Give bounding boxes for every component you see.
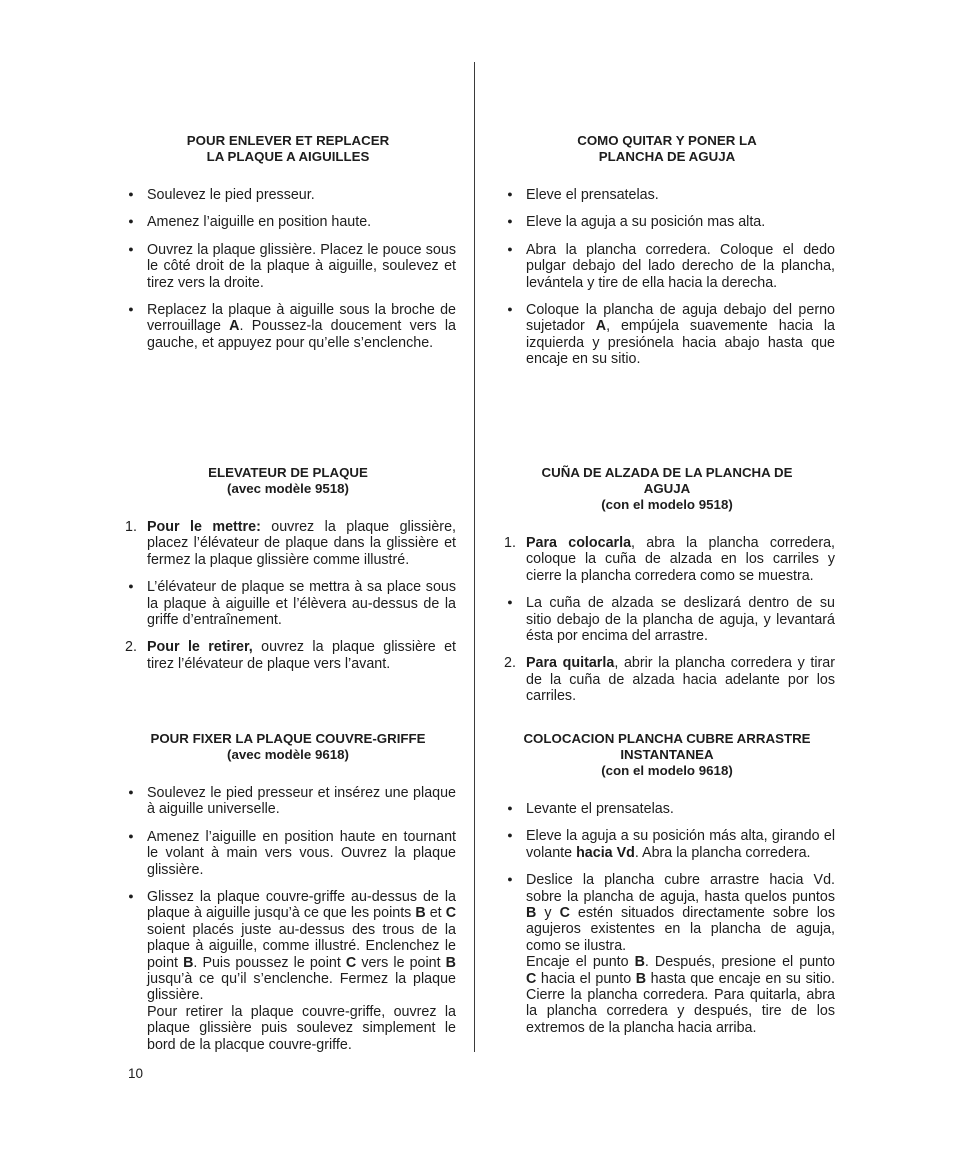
section-heading xyxy=(120,465,456,497)
heading-line: ELEVATEUR DE PLAQUE xyxy=(208,465,368,480)
item-text: Amenez l’aiguille en position haute en tournant le volant à main vers vous. Ouvrez la plaque glissière. xyxy=(147,828,456,878)
bullet-item xyxy=(120,302,456,351)
heading-line: (avec modèle 9618) xyxy=(227,747,349,762)
item-text: Abra la plancha corredera. Coloque el dedo pulgar debajo del lado derecho de la plancha, levántela y tire de ella hacia la derecha. xyxy=(526,241,835,291)
heading-line: LA PLAQUE A AIGUILLES xyxy=(206,149,370,164)
bold-text: Para colocarla xyxy=(526,535,632,551)
bold-text: C xyxy=(526,970,537,987)
bullet-item xyxy=(499,187,835,203)
text-run: . Poussez-la doucement vers la gauche, et appuyez pour qu’elle s’enclenche. xyxy=(147,318,456,351)
text-run: Encaje el punto xyxy=(526,954,635,971)
section-cuna-alzada xyxy=(499,465,835,716)
bold-text: B xyxy=(526,905,537,922)
item-text xyxy=(147,519,456,568)
bullet-item xyxy=(499,828,835,861)
bullet-marker xyxy=(499,187,521,204)
bullet-item xyxy=(120,187,456,203)
text-run: jusqu’à ce qu’il s’enclenche. Fermez la plaque glissière. xyxy=(147,971,456,1004)
text-run: hacia el punto xyxy=(536,970,636,987)
text-run: et xyxy=(425,905,446,922)
heading-line: CUÑA DE ALZADA DE LA PLANCHA DE xyxy=(541,465,793,480)
bold-text: C xyxy=(559,905,570,922)
bullet-marker xyxy=(499,242,521,259)
bullet-marker xyxy=(499,828,521,845)
section-plaque-aiguilles xyxy=(120,133,456,362)
heading-line: INSTANTANEA xyxy=(620,747,714,762)
heading-line: COLOCACION PLANCHA CUBRE ARRASTRE xyxy=(523,731,811,746)
item-text xyxy=(147,889,456,1053)
text-run: Replacez la plaque à aiguille sous la broche de verrouillage xyxy=(147,302,456,335)
heading-line: AGUJA xyxy=(643,481,691,496)
section-plaque-couvre-griffe xyxy=(120,731,456,1064)
numbered-item xyxy=(499,655,835,704)
section-plancha-cubre-arrastre xyxy=(499,731,835,1047)
bold-text: Para quitarla xyxy=(526,655,615,672)
text-run: y xyxy=(536,905,560,922)
item-text xyxy=(526,535,835,584)
item-text xyxy=(147,302,456,351)
text-run: Glissez la plaque couvre-griffe au-dessus de la plaque à aiguille jusqu’à ce que les points xyxy=(147,889,456,922)
section-elevateur-plaque xyxy=(120,465,456,683)
item-text xyxy=(526,872,835,1036)
text-run: ouvrez la plaque glissière, placez l’élévateur de plaque dans la glissière et fermez la plaque glissière comme illustré. xyxy=(147,519,456,568)
heading-line: COMO QUITAR Y PONER LA xyxy=(577,133,757,148)
right-column xyxy=(499,0,835,1166)
bold-text: B xyxy=(445,954,456,971)
item-text xyxy=(526,302,835,368)
text-run: Deslice la plancha cubre arrastre hacia Vd. sobre la plancha de aguja, hasta quelos puntos xyxy=(526,872,835,905)
text-run: . Puis poussez le point xyxy=(193,954,346,971)
text-run: Coloque la plancha de aguja debajo del perno sujetador xyxy=(526,302,835,335)
bold-text: A xyxy=(229,318,240,335)
section-heading xyxy=(499,731,835,779)
text-run: , abrir la plancha corredera y tirar de la cuña de alzada hacia adelante por los carriles. xyxy=(526,655,835,705)
item-number: 1. xyxy=(125,519,137,535)
heading-line: POUR ENLEVER ET REPLACER xyxy=(186,133,390,148)
bullet-marker xyxy=(120,302,142,319)
bullet-marker xyxy=(499,214,521,231)
text-run: soient placés juste au-dessus des trous de la plaque à aiguille, comme illustré. Enclenchez le point xyxy=(147,921,456,971)
item-text xyxy=(526,828,835,861)
bullet-marker xyxy=(120,214,142,231)
bold-text: hacia Vd xyxy=(576,844,635,861)
item-text: Soulevez le pied presseur et insérez une plaque à aiguille universelle. xyxy=(147,785,456,818)
item-number: 1. xyxy=(504,535,516,551)
item-number: 2. xyxy=(125,639,137,656)
item-number: 2. xyxy=(504,655,516,672)
item-text: La cuña de alzada se deslizará dentro de su sitio debajo de la plancha de aguja, y levantará ésta por encima del arrastre. xyxy=(526,595,835,645)
column-divider xyxy=(474,62,475,1052)
bullet-marker xyxy=(120,187,142,204)
left-column xyxy=(120,0,456,1166)
item-text: Levante el prensatelas. xyxy=(526,801,674,817)
text-run: , empújela suavemente hacia la izquierda y presiónela hacia abajo hasta que encaje en su sitio. xyxy=(526,318,835,368)
text-run: . Abra la plancha corredera. xyxy=(634,844,811,861)
bullet-marker xyxy=(120,785,142,802)
bullet-marker xyxy=(499,872,521,889)
bullet-marker xyxy=(499,302,521,319)
section-heading xyxy=(120,731,456,763)
item-text: L’élévateur de plaque se mettra à sa place sous la plaque à aiguille et l’élèvera au-dessus de la griffe d’entraînement. xyxy=(147,579,456,629)
bold-text: B xyxy=(634,954,645,971)
item-text: Ouvrez la plaque glissière. Placez le pouce sous le côté droit de la plaque à aiguille, soulevez et tirez vers la droite. xyxy=(147,241,456,291)
bold-text: Pour le mettre: xyxy=(147,519,261,535)
item-text: Soulevez le pied presseur. xyxy=(147,187,315,203)
text-run: hasta que encaje en su sitio. Cierre la plancha corredera. Para quitarla, abra la plancha corredera y después, tire de los extremos de la plancha hacia arriba. xyxy=(526,970,835,1036)
text-run: , abra la plancha corredera, coloque la cuña de alzada en los carriles y cierre la plancha corredera como se muestra. xyxy=(526,535,836,584)
bullet-item xyxy=(120,579,456,628)
bullet-item xyxy=(499,872,835,1036)
item-text xyxy=(526,655,835,704)
bullet-item xyxy=(120,242,456,291)
bullet-marker xyxy=(120,579,142,596)
text-run: ouvrez la plaque glissière et tirez l’élévateur de plaque vers l’avant. xyxy=(147,639,456,672)
heading-line: (con el modelo 9618) xyxy=(601,763,733,778)
bullet-item xyxy=(499,242,835,291)
item-text xyxy=(147,639,456,672)
text-run: vers le point xyxy=(356,954,446,971)
bullet-marker xyxy=(499,801,521,818)
section-heading xyxy=(499,465,835,513)
bullet-marker xyxy=(120,242,142,259)
numbered-item xyxy=(499,535,835,584)
section-heading xyxy=(499,133,835,165)
heading-line: PLANCHA DE AGUJA xyxy=(598,149,736,164)
bullet-item xyxy=(120,785,456,818)
bold-text: B xyxy=(415,905,426,922)
bullet-item xyxy=(499,302,835,368)
bullet-item xyxy=(120,829,456,878)
heading-line: (avec modèle 9518) xyxy=(227,481,349,496)
bullet-marker xyxy=(499,595,521,612)
bullet-marker xyxy=(120,889,142,906)
bullet-item xyxy=(120,214,456,230)
bold-text: Pour le retirer, xyxy=(147,639,253,656)
numbered-item xyxy=(120,519,456,568)
bold-text: B xyxy=(635,970,647,987)
item-text: Eleve la aguja a su posición mas alta. xyxy=(526,214,766,231)
section-plancha-aguja xyxy=(499,133,835,379)
bullet-item xyxy=(499,595,835,644)
heading-line: (con el modelo 9518) xyxy=(601,497,733,512)
bullet-item xyxy=(499,801,835,817)
numbered-item xyxy=(120,639,456,672)
bold-text: A xyxy=(595,318,607,335)
bullet-item xyxy=(120,889,456,1053)
bold-text: C xyxy=(445,905,457,922)
section-heading xyxy=(120,133,456,165)
page-number: 10 xyxy=(128,1066,144,1081)
bullet-item xyxy=(499,214,835,230)
bold-text: C xyxy=(345,954,357,971)
bullet-marker xyxy=(120,829,142,846)
item-text: Eleve el prensatelas. xyxy=(526,187,659,203)
bold-text: B xyxy=(183,954,194,971)
heading-line: POUR FIXER LA PLAQUE COUVRE-GRIFFE xyxy=(150,731,426,746)
text-run: Eleve la aguja a su posición más alta, girando el volante xyxy=(526,828,835,861)
text-run: estén situados directamente sobre los agujeros existentes en la plancha de aguja, como se ilustra. xyxy=(526,905,835,954)
text-run: Pour retirer la plaque couvre-griffe, ouvrez la plaque glissière puis soulevez simplement le bord de la placque couvre-griffe. xyxy=(147,1003,456,1053)
text-run: . Después, presione el punto xyxy=(644,954,835,971)
item-text: Amenez l’aiguille en position haute. xyxy=(147,214,372,231)
